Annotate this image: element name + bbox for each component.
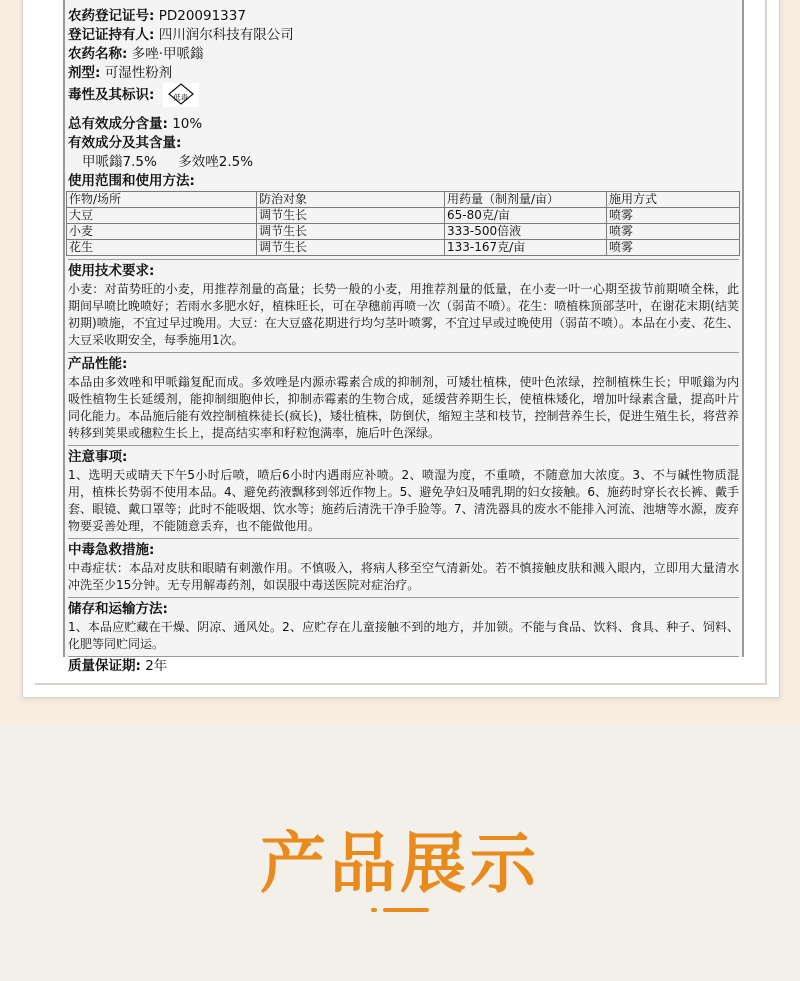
reg-no-key: 农药登记证号: (68, 8, 155, 24)
table-cell: 133-167克/亩 (445, 240, 607, 256)
shelf-key: 质量保证期: (68, 658, 141, 674)
shelf-value: 2年 (145, 658, 168, 674)
aid-text: 中毒症状：本品对皮肤和眼睛有刺激作用。不慎吸入，将病人移至空气清新处。若不慎接触皮肤和溅入眼内，立即用大量清水冲洗至少15分钟。无专用解毒药剂，如误服中毒送医院对症治疗。 (68, 561, 739, 592)
table-header-cell: 施用方式 (607, 192, 740, 208)
table-row (67, 224, 740, 240)
pesticide-label (63, 0, 744, 674)
table-cell: 调节生长 (257, 240, 445, 256)
scope-key: 使用范围和使用方法: (68, 173, 195, 189)
form-value: 可湿性粉剂 (104, 65, 173, 81)
table-cell: 333-500倍液 (445, 224, 607, 240)
low-toxicity-icon (163, 83, 199, 107)
table-cell: 喷雾 (607, 208, 740, 224)
content-value: 甲哌鎓7.5% 多效唑2.5% (82, 154, 254, 170)
note-text: 1、选明天或晴天下午5小时后喷，喷后6小时内遇雨应补喷。2、喷湿为度，不重喷，不随意加大浓度。3、不与碱性物质混用，植株长势弱不使用本品。4、避免药液飘移到邻近作物上。5、避免孕妇及哺乳期的妇女接触。6、施药时穿长衣长裤、戴手套、眼镜、戴口罩等；此时不能吸烟、饮水等；施药后清洗干净手脸等。7、清洗器具的废水不能排入河流、池塘等水源，废弃物要妥善处理，不能随意丢弃，也不能做他用。 (68, 468, 739, 533)
holder-key: 登记证持有人: (68, 27, 155, 43)
content-row (68, 134, 739, 153)
table-row (67, 208, 740, 224)
store-title: 储存和运输方法: (68, 601, 168, 617)
usage-table (66, 191, 740, 256)
title-underline-dot (371, 908, 377, 912)
divider (68, 538, 739, 539)
perf-title: 产品性能: (68, 356, 128, 372)
label-content (68, 7, 739, 676)
table-cell: 65-80克/亩 (445, 208, 607, 224)
table-row (67, 240, 740, 256)
aid-title: 中毒急救措施: (68, 542, 155, 558)
divider (68, 259, 739, 260)
reg-no-row (68, 7, 739, 26)
toxicity-key: 毒性及其标识: (68, 87, 155, 103)
toxicity-row (68, 83, 739, 111)
form-key: 剂型: (68, 65, 101, 81)
label-frame-inner (35, 0, 767, 685)
scope-row (68, 172, 739, 191)
content-key: 有效成分及其含量: (68, 135, 182, 151)
name-key: 农药名称: (68, 46, 128, 62)
total-value: 10% (172, 116, 203, 132)
total-row (68, 115, 739, 134)
total-key: 总有效成分含量: (68, 116, 168, 132)
tech-text: 小麦：对苗势旺的小麦，用推荐剂量的高量；长势一般的小麦，用推荐剂量的低量，在小麦一叶一心期至拔节前期喷全株，此期间早喷比晚喷好；若雨水多肥水好，植株旺长，可在孕穗前再喷一次（弱苗不喷）。花生：喷植株顶部茎叶，在谢花末期(结荚初期)喷施，不宜过早过晚用。大豆：在大豆盛花期进行均匀茎叶喷雾，不宜过早或过晚使用（弱苗不喷）。本品在小麦、花生、大豆采收期安全，每季施用1次。 (68, 282, 739, 347)
table-cell: 喷雾 (607, 240, 740, 256)
reg-no-value: PD20091337 (158, 8, 246, 24)
divider (68, 597, 739, 598)
table-header-cell: 用药量（制剂量/亩） (445, 192, 607, 208)
note-title: 注意事项: (68, 449, 128, 465)
table-cell: 调节生长 (257, 208, 445, 224)
label-frame (22, 0, 780, 698)
table-cell: 调节生长 (257, 224, 445, 240)
table-cell: 小麦 (67, 224, 257, 240)
divider (68, 445, 739, 446)
form-row (68, 64, 739, 83)
tech-title: 使用技术要求: (68, 263, 155, 279)
title-underline-bar (383, 908, 429, 912)
store-text: 1、本品应贮藏在干燥、阴凉、通风处。2、应贮存在儿童接触不到的地方，并加锁。不能与食品、饮料、食具、种子、饲料、化肥等同贮同运。 (68, 620, 739, 651)
toxicity-mark-text: 低毒 (173, 93, 189, 102)
name-row (68, 45, 739, 64)
table-header-cell: 防治对象 (257, 192, 445, 208)
divider (68, 352, 739, 353)
showcase-title: 产品展示 (260, 825, 540, 902)
shelf-row (68, 657, 739, 676)
holder-row (68, 26, 739, 45)
table-cell: 大豆 (67, 208, 257, 224)
table-cell: 花生 (67, 240, 257, 256)
perf-text: 本品由多效唑和甲哌鎓复配而成。多效唑是内源赤霉素合成的抑制剂，可矮壮植株，使叶色浓绿，控制植株生长；甲哌鎓为内吸性植物生长延缓剂，能抑制细胞伸长，抑制赤霉素的生物合成，延缓营养期生长，使植株矮化，增加叶绿素含量，提高叶片同化能力。本品施后能有效控制植株徒长(疯长)，矮壮植株，防倒伏，缩短主茎和枝节，控制营养生长，促进生殖生长，将营养转移到荚果或穗粒生长上，提高结实率和籽粒饱满率，施后叶色深绿。 (68, 375, 739, 440)
holder-value: 四川润尔科技有限公司 (158, 27, 294, 43)
table-cell: 喷雾 (607, 224, 740, 240)
table-header-cell: 作物/场所 (67, 192, 257, 208)
name-value: 多唑·甲哌鎓 (131, 46, 204, 62)
table-header-row (67, 192, 740, 208)
